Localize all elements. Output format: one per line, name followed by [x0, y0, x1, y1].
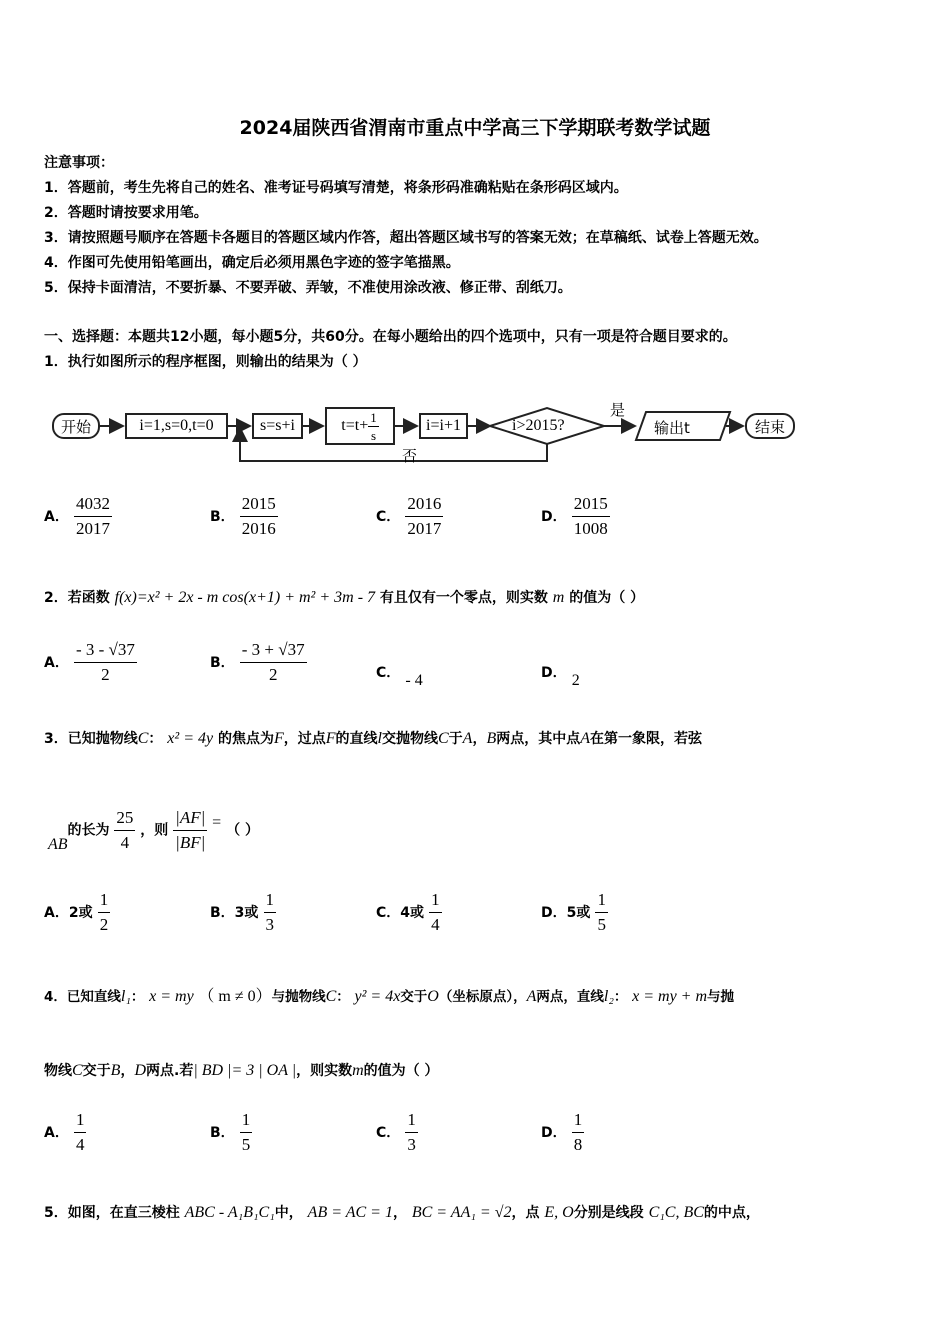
q1-stem: 1．执行如图所示的程序框图，则输出的结果为（ ）	[44, 354, 367, 370]
frac-den: 1008	[573, 519, 608, 538]
frac-den: 2017	[75, 519, 110, 538]
q3-text: ，则	[140, 822, 169, 839]
option-label: D．	[541, 905, 567, 921]
q5-equation: BC = AA₁ = √2	[411, 1204, 512, 1221]
frac-num: 1	[572, 1110, 585, 1133]
q3-length-fraction	[114, 808, 135, 853]
q3-var-A: A	[462, 730, 473, 747]
option-fraction	[405, 494, 443, 539]
option-label: B．	[210, 905, 235, 921]
note-item: 1．答题前，考生先将自己的姓名、准考证号码填写清楚，将条形码准确粘贴在条形码区域内。	[44, 180, 628, 196]
q4-option-a[interactable]	[44, 1110, 86, 1155]
q2-option-c[interactable]	[376, 662, 423, 689]
q5-text: 的中点，	[703, 1205, 760, 1221]
q3-text: 的直线	[335, 731, 378, 747]
flow-t-update	[325, 407, 395, 445]
frac-num: |AF|	[173, 808, 207, 831]
option-fraction	[429, 890, 442, 935]
flow-end: 结束	[745, 413, 795, 439]
q2-option-b[interactable]	[210, 640, 307, 685]
q2-suffix: 有且仅有一个零点，则实数	[379, 590, 548, 606]
q4-option-c[interactable]	[376, 1110, 418, 1155]
q3-line2	[48, 808, 259, 853]
q4-text: 两点，直线	[536, 989, 604, 1005]
q4-text: ：	[336, 989, 350, 1005]
frac-num: 1	[405, 1110, 418, 1133]
q4-equation: x = my	[149, 988, 194, 1005]
q4-text: 物线	[44, 1063, 72, 1079]
q3-text: 交抛物线	[381, 731, 438, 747]
frac-den: 2	[99, 915, 109, 934]
option-fraction	[405, 1110, 418, 1155]
frac-den: 4	[431, 915, 440, 934]
flow-s-update: s=s+i	[252, 413, 303, 439]
q4-var-C: C	[72, 1062, 83, 1079]
option-fraction	[74, 640, 137, 685]
q4-var-B: B	[110, 1062, 121, 1079]
note-item: 5．保持卡面清洁，不要折暴、不要弄破、弄皱，不准使用涂改液、修正带、刮纸刀。	[44, 280, 572, 296]
option-fraction	[595, 890, 608, 935]
option-label: B．	[210, 655, 235, 671]
frac-den: 3	[265, 915, 275, 934]
t-frac-num: 1	[370, 409, 377, 425]
q3-text: 的焦点为	[217, 731, 274, 747]
option-text: 4或	[400, 905, 425, 921]
q4-text: ：	[613, 989, 628, 1005]
q3-text: ，	[472, 731, 487, 747]
option-fraction	[74, 1110, 87, 1155]
frac-den: 3	[407, 1135, 416, 1154]
q4-text: ，则实数	[296, 1063, 353, 1079]
q4-text: 的值为（ ）	[363, 1063, 439, 1079]
q4-text: 与抛	[707, 989, 735, 1005]
frac-num: 1	[98, 890, 111, 913]
q4-text: 与抛物线	[271, 989, 326, 1005]
note-item: 4．作图可先使用铅笔画出，确定后必须用黑色字迹的签字笔描黑。	[44, 255, 460, 271]
t-frac-den: s	[370, 427, 376, 443]
q3-text: 在第一象限，若弦	[590, 731, 702, 747]
option-label: A．	[44, 905, 69, 921]
q3-var-F: F	[273, 730, 284, 747]
frac-den: 4	[75, 1135, 85, 1154]
option-label: D．	[541, 665, 567, 681]
frac-den: 2	[268, 665, 278, 684]
q5-text: ，点	[511, 1205, 540, 1221]
page-title: 2024届陕西省渭南市重点中学高三下学期联考数学试题	[239, 117, 711, 139]
option-value: 2	[571, 672, 580, 689]
section-heading: 一、选择题：本题共12小题，每小题5分，共60分。在每小题给出的四个选项中，只有一项是符合题目要求的。	[44, 329, 737, 345]
option-label: A．	[44, 655, 69, 671]
q5-segments: C₁C, BC	[648, 1204, 704, 1221]
q1-option-c[interactable]	[376, 494, 443, 539]
flow-no-label: 否	[402, 447, 418, 465]
q4-text: ，	[120, 1063, 135, 1079]
option-label: A．	[44, 1125, 69, 1141]
q2-option-a[interactable]	[44, 640, 137, 685]
q1-option-d[interactable]	[541, 494, 610, 539]
q4-equation: y² = 4x	[354, 988, 401, 1005]
option-fraction	[572, 494, 610, 539]
note-item: 2．答题时请按要求用笔。	[44, 205, 208, 221]
frac-num: 2015	[572, 494, 610, 517]
flow-yes-label: 是	[610, 401, 626, 419]
q3-option-a[interactable]	[44, 890, 110, 935]
flow-init: i=1,s=0,t=0	[125, 413, 228, 439]
q4-option-d[interactable]	[541, 1110, 584, 1155]
q2-tail: 的值为（ ）	[569, 590, 645, 606]
option-text: 3或	[234, 905, 259, 921]
option-fraction	[240, 494, 278, 539]
t-update-fraction	[368, 411, 379, 442]
option-text: 5或	[566, 905, 591, 921]
frac-num: 2015	[240, 494, 278, 517]
q2-function: f(x)=x² + 2x - m cos(x+1) + m² + 3m - 7	[114, 589, 376, 606]
option-label: C．	[376, 509, 401, 525]
frac-num: 1	[264, 890, 277, 913]
q3-text: 3．已知抛物线	[44, 731, 138, 747]
q3-text: ：	[148, 731, 163, 747]
q4-line2	[44, 1060, 439, 1080]
q4-equation: | BD |= 3 | OA |	[193, 1062, 297, 1079]
q5-points: E, O	[544, 1204, 574, 1221]
q2-prefix: 2．若函数	[44, 590, 110, 606]
q4-var-D: D	[134, 1062, 147, 1079]
q4-var-C: C	[325, 988, 337, 1005]
q4-var-A: A	[526, 988, 537, 1005]
frac-den: 8	[573, 1135, 583, 1154]
q4-option-b[interactable]	[210, 1110, 252, 1155]
q1-option-a[interactable]	[44, 494, 112, 539]
frac-den: 5	[597, 915, 606, 934]
q3-var-AB: AB	[48, 835, 68, 853]
q5-line1	[44, 1202, 760, 1222]
flowchart	[50, 395, 810, 475]
q3-text: ，过点	[283, 731, 326, 747]
frac-num: 1	[595, 890, 608, 913]
frac-den: 2017	[407, 519, 442, 538]
option-label: D．	[541, 509, 567, 525]
q2-option-d[interactable]	[541, 662, 580, 689]
option-value: - 4	[405, 672, 423, 689]
option-label: A．	[44, 509, 69, 525]
q3-equals: =	[212, 813, 222, 831]
q5-text: ，	[392, 1205, 407, 1221]
frac-den: |BF|	[175, 833, 206, 852]
note-item: 3．请按照题号顺序在答题卡各题目的答题区域内作答，超出答题区域书写的答案无效；在草稿纸、试卷上答题无效。	[44, 230, 768, 246]
q4-text: 两点.若	[146, 1063, 194, 1079]
q4-condition: （ m ≠ 0）	[198, 988, 272, 1005]
q3-var-B: B	[486, 730, 497, 747]
frac-num: 1	[429, 890, 442, 913]
option-label: C．	[376, 905, 401, 921]
q3-var-F: F	[325, 730, 336, 747]
q4-var-m: m	[352, 1062, 364, 1079]
q4-equation: x = my + m	[632, 988, 708, 1005]
q3-option-c[interactable]	[376, 890, 442, 935]
flow-condition: i>2015?	[512, 417, 565, 434]
option-fraction	[240, 640, 307, 685]
option-label: B．	[210, 509, 235, 525]
frac-den: 2	[101, 665, 110, 684]
q3-var-C: C	[137, 730, 149, 747]
q4-text: 交于	[82, 1063, 111, 1079]
t-update-prefix: t=t+	[341, 417, 369, 434]
option-fraction	[98, 890, 111, 935]
frac-den: 2016	[241, 519, 276, 538]
q3-text: 两点，其中点	[496, 731, 581, 747]
q4-var-l2: l₂	[603, 988, 614, 1005]
frac-num: 4032	[74, 494, 112, 517]
q3-var-A: A	[580, 730, 590, 747]
q4-text: 交于	[400, 989, 428, 1005]
option-fraction	[264, 890, 277, 935]
flow-start: 开始	[52, 413, 100, 439]
q3-equation: x² = 4y	[167, 730, 214, 747]
option-label: C．	[376, 665, 401, 681]
q4-text: （坐标原点），	[438, 989, 527, 1005]
q4-line1	[44, 983, 734, 1006]
q3-text: （ ）	[226, 822, 259, 839]
option-text: 2或	[68, 905, 93, 921]
frac-num: - 3 + √37	[240, 640, 307, 663]
q3-option-d[interactable]	[541, 890, 608, 935]
frac-num: 25	[114, 808, 135, 831]
option-fraction	[74, 494, 112, 539]
frac-num: 2016	[405, 494, 443, 517]
q2-var: m	[552, 589, 565, 606]
option-label: C．	[376, 1125, 401, 1141]
q5-prism: ABC - A₁B₁C₁	[184, 1204, 275, 1221]
q5-text: 5．如图，在直三棱柱	[44, 1205, 180, 1221]
frac-num: - 3 - √37	[74, 640, 137, 663]
q2-stem	[44, 587, 644, 607]
q4-text: ：	[130, 989, 145, 1005]
q3-line1	[44, 728, 702, 748]
q3-text: 于	[448, 731, 463, 747]
q5-text: 中，	[274, 1205, 303, 1221]
q3-var-l: l	[377, 730, 382, 747]
option-fraction	[572, 1110, 585, 1155]
option-label: B．	[210, 1125, 235, 1141]
option-fraction	[240, 1110, 253, 1155]
q5-text: 分别是线段	[573, 1205, 644, 1221]
q3-ratio-fraction	[173, 808, 207, 853]
q3-var-C: C	[437, 730, 449, 747]
q4-text: 4．已知直线	[44, 989, 121, 1005]
q3-text: 的长为	[67, 822, 110, 839]
notes-heading: 注意事项：	[44, 155, 114, 171]
frac-den: 5	[241, 1135, 251, 1154]
frac-num: 1	[74, 1110, 87, 1133]
flow-output: 输出t	[654, 419, 690, 437]
q1-option-b[interactable]	[210, 494, 278, 539]
q4-var-O: O	[427, 988, 439, 1005]
q4-var-l1: l₁	[120, 988, 131, 1005]
option-label: D．	[541, 1125, 567, 1141]
q3-option-b[interactable]	[210, 890, 276, 935]
flow-i-update: i=i+1	[419, 413, 468, 439]
q5-equation: AB = AC = 1	[307, 1204, 393, 1221]
frac-den: 4	[120, 833, 130, 852]
frac-num: 1	[240, 1110, 253, 1133]
